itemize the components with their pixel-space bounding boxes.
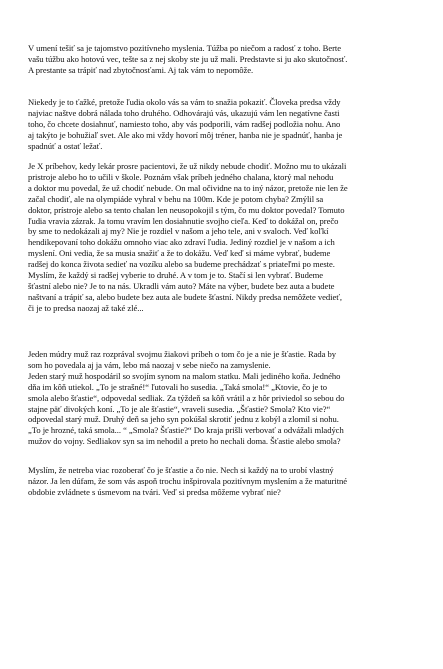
paragraph-4: Jeden múdry muž raz rozprával svojmu žiakovi príbeh o tom čo je a nie je šťastie. Rada by som ho povedala aj ja vám, lebo má naozaj v sebe niečo na zamyslenie. Jeden starý muž hospodáril so svojím synom na malom statku. Mali jediného koňa. Jedného dňa im kôň utiekol. „To je strašné!“ ľutovali ho susedia. „Taká smola!“ „Ktovie, čo je to smola alebo šťastie“, odpovedal sedliak. Za týždeň sa kôň vrátil a z hôr priviedol so sebou do stajne päť divokých koní. „To je ale šťastie“, vraveli susedia. „Šťastie? Smola? Kto vie?“ odpovedal starý muž. Druhý deň sa jeho syn pokúšal skrotiť jednu z kobýl a zlomil si nohu. „To je hrozné, taká smola... “ „Smola? Šťastie?“ Do kraja prišli verbovať a odvážali mladých mužov do vojny. Sedliakov syn sa im nehodil a preto ho nechali doma. Šťastie alebo smola?	[28, 349, 345, 447]
paragraph-5: Myslím, že netreba viac rozoberať čo je šťastie a čo nie. Nech si každý na to urobí vlastný názor. Ja len dúfam, že som vás aspoň trochu inšpirovala pozitívnym myslením a že maturitné obdobie zvládnete s úsmevom na tvári. Veď si predsa môžeme vybrať nie?	[28, 465, 348, 497]
paragraph-3: Je X príbehov, kedy lekár prosre pacientovi, že už nikdy nebude chodiť. Možno mu to ukázali pristroje alebo ho to učili v škole. Poznám však príbeh jedného chalana, ktorý mal nehodu a doktor mu povedal, že už chodiť nebude. On mal očividne na to iný názor, pretože nie len že začal chodiť, ale na olympiáde vyhral v behu na 100m. Kde je potom chyba? Zmýlil sa doktor, prístroje alebo sa tento chalan len neusopokojil s tým, čo mu doktor povedal? Tomuto ľudia vravia zázrak. Ja tomu vravím len dosiahnutie svojho cieľa. Keď to dokážal on, prečo by sme to nedokázali aj my? Nie je rozdiel v našom a jeho tele, ani v svaloch. Veď koľkí hendikepovaní toho dokážu omnoho viac ako zdraví ľudia. Jediný rozdiel je v našom a ich myslení. Oni vedia, že sa musia snažiť a že to dokážu. Veď keď si máme vybrať, budeme radšej do konca života sedieť na vozíku alebo sa budeme prechádzať s priateľmi po meste. Myslím, že každý si radšej vyberie to druhé. A v tom je to. Stačí si len vybrať. Budeme šťastní alebo nie? Je to na nás. Ukradli vám auto? Máte na výber, budete bez auta a budete naštvaní a trápiť sa, alebo budete bez auta ale budete šťastní. Nikdy predsa nemôžete vedieť, či je to predsa naozaj až také zlé...	[28, 161, 348, 313]
paragraph-2: Niekedy je to ťažké, pretože ľudia okolo vás sa vám to snažia pokaziť. Človeka predsa vždy najviac naštve dobrá nálada toho druhého. Odhovárajú vás, ukazujú vám len negatívne časti toho, čo chcete dosiahnuť, namiesto toho, aby vás podporili, vám radšej podložia nohu. Ano aj takýto je bohužiaľ svet. Ale ako mi vždy hovorí môj tréner, hanba nie je spadnúť, hanba je spadnúť a ostať ležať.	[28, 97, 343, 151]
paragraph-1: V umení tešiť sa je tajomstvo pozitívneho myslenia. Túžba po niečom a radosť z toho. Berte vašu túžbu ako hotovú vec, tešte sa z nej skoby ste ju už mali. Predstavte si ju ako skutočnosť. A prestante sa trápiť nad zbytočnosťami. Aj tak vám to nepomôže.	[28, 43, 348, 75]
